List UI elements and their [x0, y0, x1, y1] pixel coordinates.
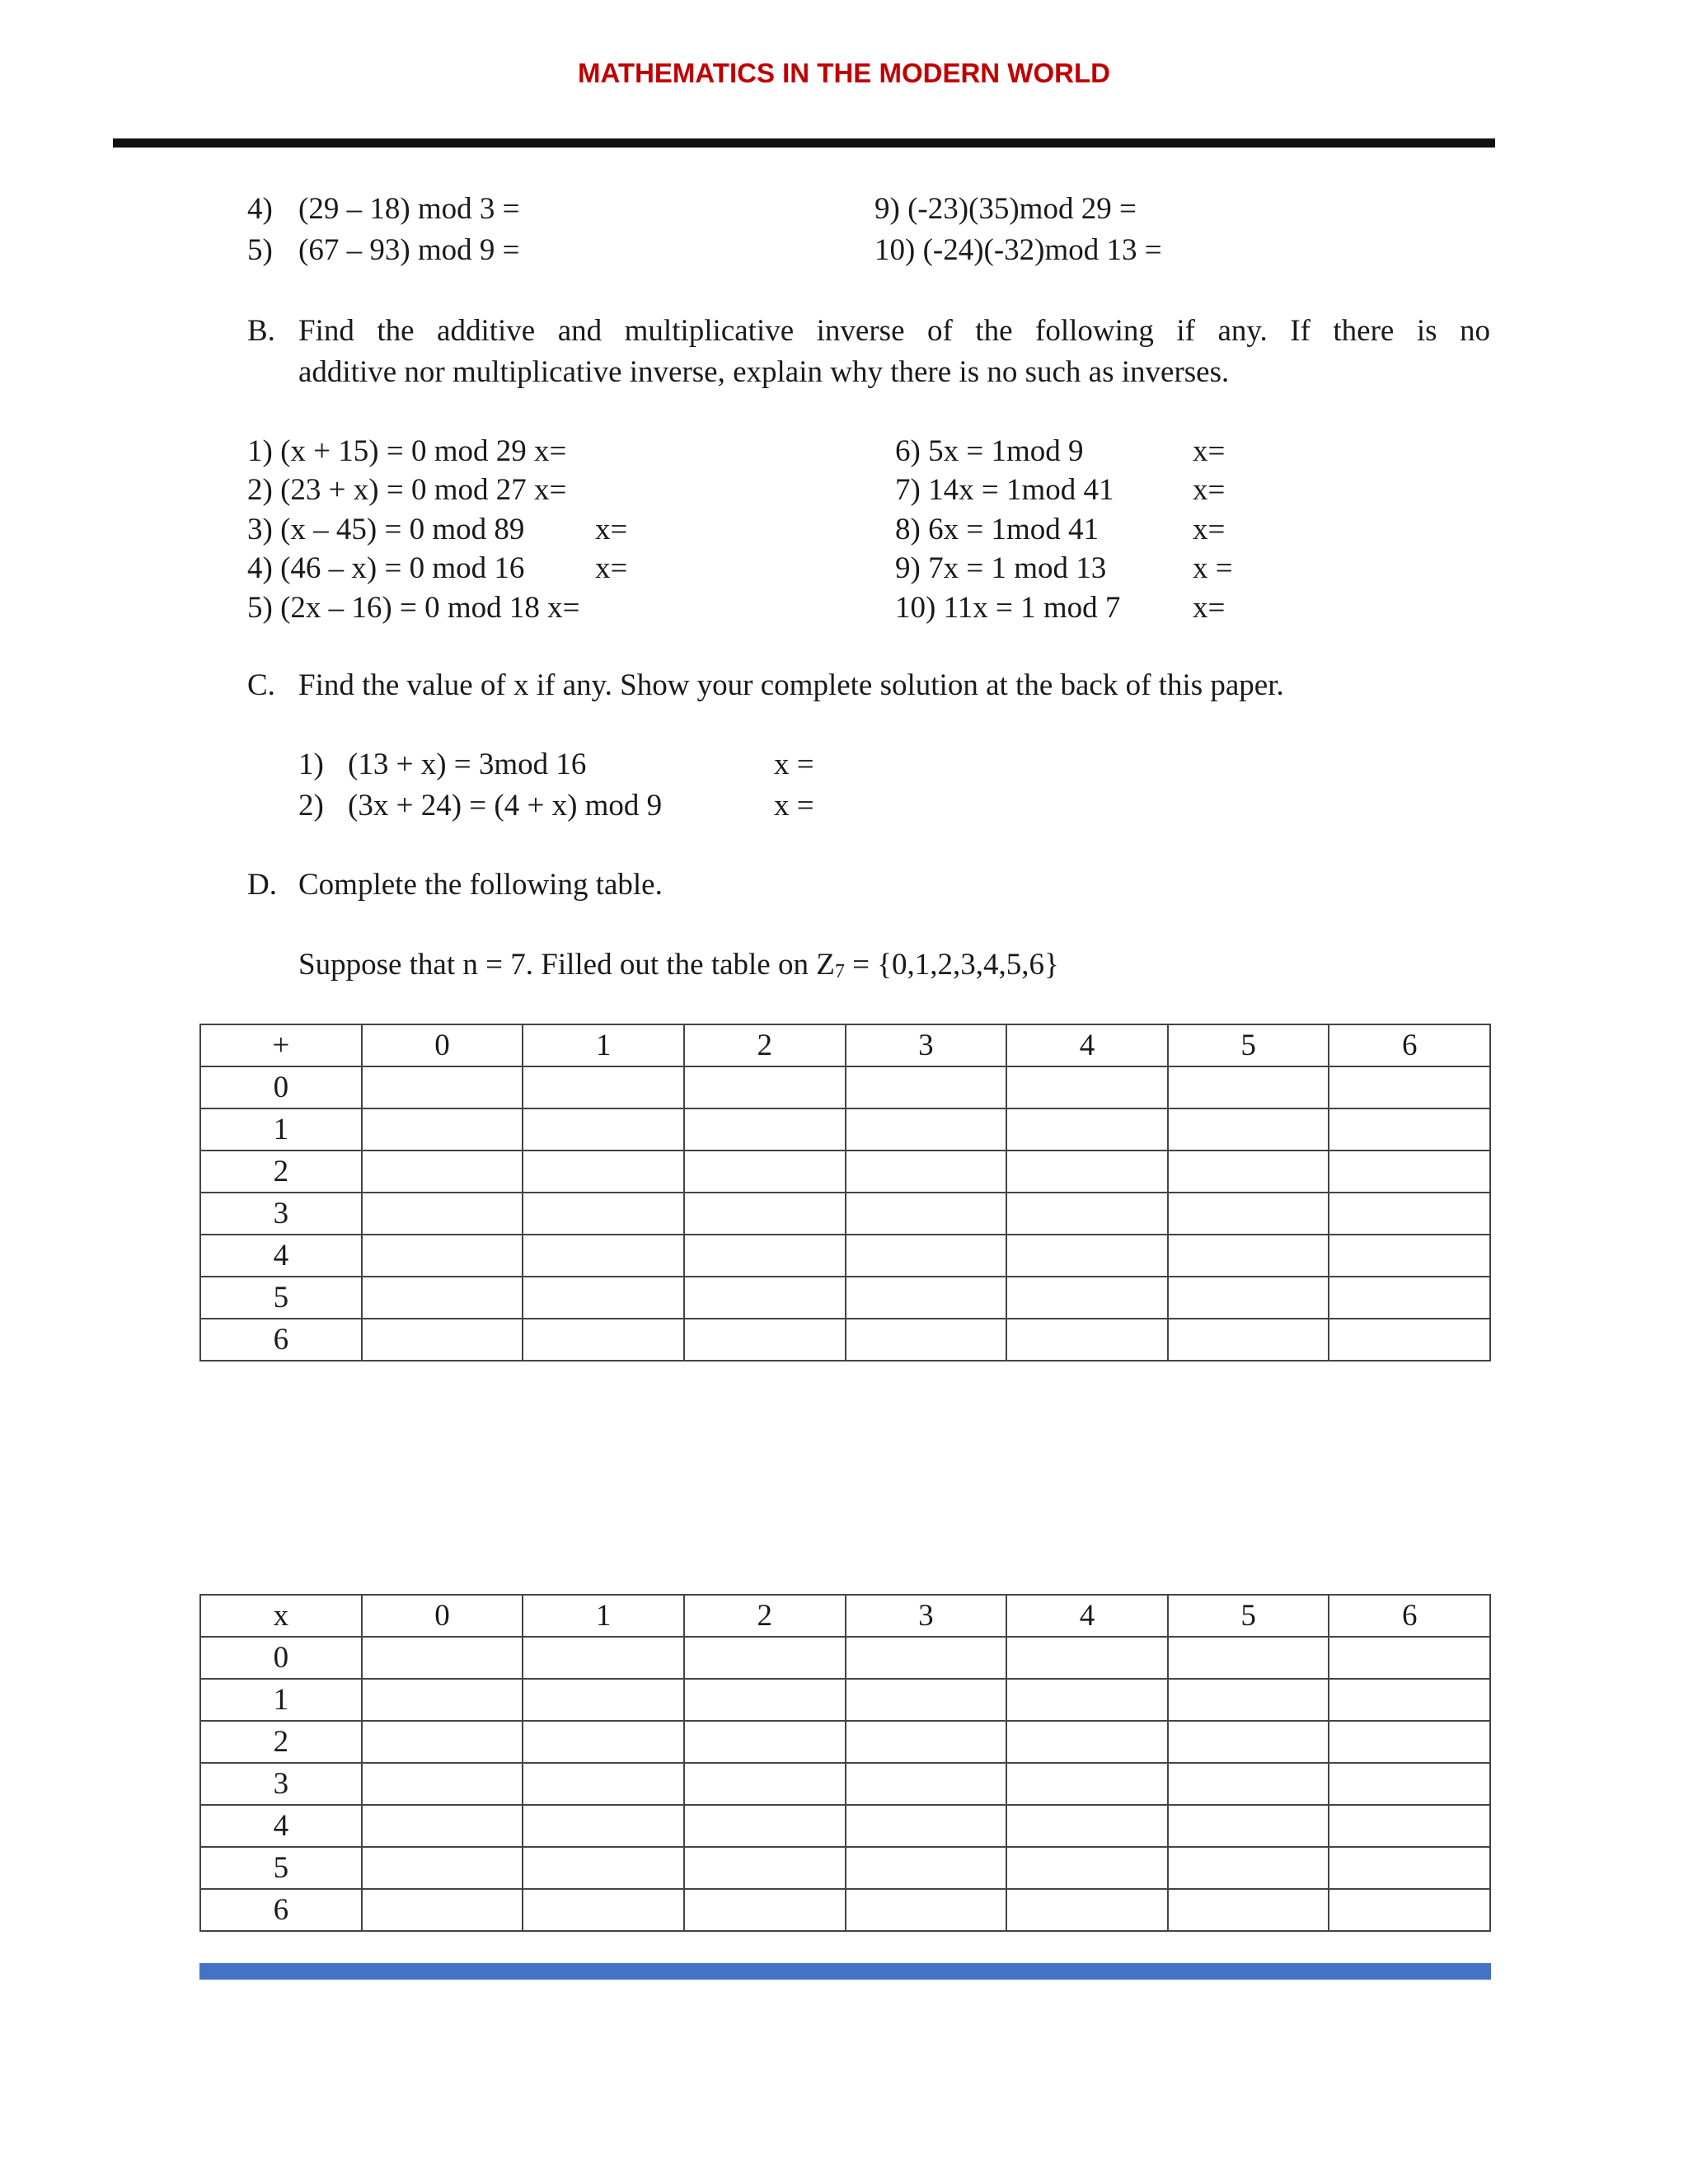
answer-cell[interactable]	[846, 1889, 1007, 1931]
column-header: 0	[362, 1595, 523, 1637]
answer-cell[interactable]	[846, 1193, 1007, 1235]
answer-cell[interactable]	[1329, 1319, 1490, 1361]
page-header-title: MATHEMATICS IN THE MODERN WORLD	[578, 58, 1110, 88]
table-row	[200, 1637, 1490, 1679]
addition-table	[199, 1024, 1491, 1361]
problem-a9: 9) (-23)(35)mod 29 =	[874, 192, 1137, 226]
header-rule	[113, 138, 1495, 148]
column-header: 2	[684, 1595, 846, 1637]
answer-cell[interactable]	[362, 1108, 523, 1151]
answer-cell[interactable]	[523, 1847, 684, 1889]
column-header: 6	[1329, 1024, 1490, 1066]
answer-cell[interactable]	[1329, 1721, 1490, 1763]
problem-expression: (13 + x) = 3mod 16	[348, 748, 587, 781]
table-row	[200, 1151, 1490, 1193]
problem-c2	[298, 786, 814, 826]
table-row	[200, 1679, 1490, 1721]
problem-number: 5)	[247, 233, 273, 267]
row-header: 1	[200, 1108, 362, 1151]
answer-cell[interactable]	[1006, 1637, 1168, 1679]
answer-cell[interactable]	[684, 1679, 846, 1721]
section-b-letter: B.	[247, 314, 275, 348]
answer-cell[interactable]	[1006, 1108, 1168, 1151]
operator-cell: +	[200, 1024, 362, 1066]
answer-cell[interactable]	[362, 1721, 523, 1763]
answer-cell[interactable]	[1168, 1108, 1329, 1151]
answer-cell[interactable]	[1329, 1235, 1490, 1277]
answer-cell[interactable]	[684, 1235, 846, 1277]
z7-statement-prefix: Suppose that n = 7. Filled out the table on Z	[298, 948, 835, 982]
answer-cell[interactable]	[1006, 1847, 1168, 1889]
answer-cell[interactable]	[1168, 1889, 1329, 1931]
answer-cell[interactable]	[846, 1847, 1007, 1889]
answer-cell[interactable]	[362, 1805, 523, 1847]
answer-cell[interactable]	[1168, 1319, 1329, 1361]
problem-number: 2)	[298, 789, 324, 823]
table-row	[200, 1805, 1490, 1847]
problem-expression: 3) (x – 45) = 0 mod 89	[247, 513, 525, 546]
column-header: 1	[523, 1595, 684, 1637]
answer-cell[interactable]	[1006, 1151, 1168, 1193]
problem-b7	[895, 471, 1226, 510]
table-row	[200, 1108, 1490, 1151]
answer-cell[interactable]	[846, 1066, 1007, 1108]
problem-b6	[895, 432, 1226, 471]
answer-label: x =	[774, 748, 814, 781]
answer-cell[interactable]	[684, 1277, 846, 1319]
answer-cell[interactable]	[1329, 1066, 1490, 1108]
problem-expression: 1) (x + 15) = 0 mod 29 x=	[247, 434, 567, 468]
column-header: 1	[523, 1024, 684, 1066]
problem-expression: 5) (2x – 16) = 0 mod 18 x=	[247, 591, 580, 625]
problem-b5	[247, 588, 579, 628]
answer-cell[interactable]	[1329, 1889, 1490, 1931]
answer-label: x=	[1193, 434, 1226, 468]
answer-cell[interactable]	[1329, 1277, 1490, 1319]
row-header: 0	[200, 1637, 362, 1679]
answer-cell[interactable]	[846, 1679, 1007, 1721]
answer-cell[interactable]	[846, 1319, 1007, 1361]
problem-b4	[247, 549, 628, 588]
problem-b1	[247, 432, 566, 471]
answer-cell[interactable]	[684, 1637, 846, 1679]
answer-cell[interactable]	[846, 1108, 1007, 1151]
answer-cell[interactable]	[362, 1151, 523, 1193]
row-header: 4	[200, 1235, 362, 1277]
answer-cell[interactable]	[1168, 1847, 1329, 1889]
answer-cell[interactable]	[1329, 1679, 1490, 1721]
answer-cell[interactable]	[1006, 1066, 1168, 1108]
answer-cell[interactable]	[1329, 1151, 1490, 1193]
answer-cell[interactable]	[1329, 1763, 1490, 1805]
table-row	[200, 1889, 1490, 1931]
answer-cell[interactable]	[684, 1805, 846, 1847]
row-header: 2	[200, 1151, 362, 1193]
answer-cell[interactable]	[1329, 1805, 1490, 1847]
answer-cell[interactable]	[523, 1721, 684, 1763]
answer-cell[interactable]	[846, 1235, 1007, 1277]
row-header: 6	[200, 1889, 362, 1931]
problem-expression: (67 – 93) mod 9 =	[298, 233, 520, 267]
answer-cell[interactable]	[1006, 1889, 1168, 1931]
answer-cell[interactable]	[1168, 1151, 1329, 1193]
section-b-instruction-line1: Find the additive and multiplicative inverse of the following if any. If there is no	[298, 314, 1490, 348]
column-header: 4	[1006, 1024, 1168, 1066]
row-header: 5	[200, 1847, 362, 1889]
problem-b9	[895, 549, 1233, 588]
answer-cell[interactable]	[362, 1319, 523, 1361]
answer-cell[interactable]	[1006, 1763, 1168, 1805]
answer-cell[interactable]	[684, 1889, 846, 1931]
column-header: 4	[1006, 1595, 1168, 1637]
answer-cell[interactable]	[523, 1151, 684, 1193]
answer-label: x =	[1193, 551, 1233, 585]
answer-cell[interactable]	[523, 1066, 684, 1108]
table-row	[200, 1193, 1490, 1235]
answer-cell[interactable]	[1168, 1277, 1329, 1319]
row-header: 0	[200, 1066, 362, 1108]
column-header: 3	[846, 1024, 1007, 1066]
answer-cell[interactable]	[684, 1193, 846, 1235]
answer-cell[interactable]	[1006, 1679, 1168, 1721]
operator-cell: x	[200, 1595, 362, 1637]
problem-b10	[895, 588, 1226, 628]
answer-cell[interactable]	[1168, 1637, 1329, 1679]
problem-expression: 4) (46 – x) = 0 mod 16	[247, 551, 525, 585]
problem-b3	[247, 510, 628, 550]
answer-cell[interactable]	[362, 1235, 523, 1277]
table-row	[200, 1847, 1490, 1889]
table-row	[200, 1235, 1490, 1277]
z7-statement-suffix: = {0,1,2,3,4,5,6}	[844, 948, 1059, 982]
answer-cell[interactable]	[1168, 1721, 1329, 1763]
column-header: 5	[1168, 1595, 1329, 1637]
problem-expression: 9) 7x = 1 mod 13	[895, 551, 1107, 585]
answer-cell[interactable]	[523, 1235, 684, 1277]
answer-cell[interactable]	[523, 1679, 684, 1721]
problem-expression: (3x + 24) = (4 + x) mod 9	[348, 789, 663, 823]
answer-cell[interactable]	[1329, 1637, 1490, 1679]
answer-cell[interactable]	[846, 1637, 1007, 1679]
answer-cell[interactable]	[362, 1277, 523, 1319]
section-d-letter: D.	[247, 868, 277, 902]
column-header: 3	[846, 1595, 1007, 1637]
answer-cell[interactable]	[1006, 1277, 1168, 1319]
answer-cell[interactable]	[684, 1066, 846, 1108]
answer-cell[interactable]	[523, 1637, 684, 1679]
section-c-letter: C.	[247, 668, 275, 702]
answer-cell[interactable]	[1168, 1066, 1329, 1108]
answer-cell[interactable]	[523, 1108, 684, 1151]
problem-a5	[247, 231, 520, 270]
answer-cell[interactable]	[684, 1108, 846, 1151]
answer-cell[interactable]	[523, 1889, 684, 1931]
answer-cell[interactable]	[846, 1277, 1007, 1319]
column-header: 0	[362, 1024, 523, 1066]
table-header-row	[200, 1595, 1490, 1637]
problem-c1	[298, 745, 814, 785]
table-row	[200, 1763, 1490, 1805]
answer-cell[interactable]	[523, 1763, 684, 1805]
answer-label: x =	[774, 789, 814, 823]
answer-cell[interactable]	[523, 1319, 684, 1361]
section-b-instruction-line2: additive nor multiplicative inverse, explain why there is no such as inverses.	[298, 355, 1230, 389]
problem-expression: 7) 14x = 1mod 41	[895, 473, 1114, 507]
row-header: 2	[200, 1721, 362, 1763]
answer-cell[interactable]	[684, 1151, 846, 1193]
table-header-row	[200, 1024, 1490, 1066]
answer-label: x=	[1193, 591, 1226, 625]
answer-label: x=	[1193, 473, 1226, 507]
answer-cell[interactable]	[846, 1151, 1007, 1193]
answer-cell[interactable]	[1168, 1679, 1329, 1721]
problem-b2	[247, 471, 566, 510]
multiplication-table	[199, 1594, 1491, 1932]
answer-cell[interactable]	[1329, 1193, 1490, 1235]
table-row	[200, 1066, 1490, 1108]
answer-cell[interactable]	[1006, 1235, 1168, 1277]
row-header: 3	[200, 1763, 362, 1805]
section-d-instruction: Complete the following table.	[298, 868, 663, 902]
column-header: 2	[684, 1024, 846, 1066]
problem-number: 4)	[247, 192, 273, 226]
answer-cell[interactable]	[362, 1637, 523, 1679]
problem-b8	[895, 510, 1226, 550]
footer-bar	[199, 1963, 1491, 1980]
answer-cell[interactable]	[684, 1763, 846, 1805]
answer-cell[interactable]	[684, 1721, 846, 1763]
answer-cell[interactable]	[846, 1763, 1007, 1805]
answer-cell[interactable]	[1168, 1763, 1329, 1805]
row-header: 5	[200, 1277, 362, 1319]
column-header: 6	[1329, 1595, 1490, 1637]
answer-label: x=	[595, 551, 628, 585]
z7-statement	[298, 945, 1059, 991]
answer-cell[interactable]	[1168, 1805, 1329, 1847]
answer-cell[interactable]	[362, 1193, 523, 1235]
answer-cell[interactable]	[523, 1277, 684, 1319]
answer-cell[interactable]	[1168, 1193, 1329, 1235]
answer-cell[interactable]	[362, 1889, 523, 1931]
answer-cell[interactable]	[846, 1721, 1007, 1763]
answer-cell[interactable]	[362, 1847, 523, 1889]
answer-label: x=	[595, 513, 628, 546]
row-header: 4	[200, 1805, 362, 1847]
problem-expression: 8) 6x = 1mod 41	[895, 513, 1099, 546]
problem-expression: 10) 11x = 1 mod 7	[895, 591, 1121, 625]
answer-cell[interactable]	[1006, 1193, 1168, 1235]
answer-cell[interactable]	[684, 1847, 846, 1889]
problem-expression: 6) 5x = 1mod 9	[895, 434, 1084, 468]
problem-a10: 10) (-24)(-32)mod 13 =	[874, 233, 1162, 267]
problem-number: 1)	[298, 748, 324, 781]
answer-cell[interactable]	[1168, 1235, 1329, 1277]
answer-cell[interactable]	[523, 1193, 684, 1235]
answer-cell[interactable]	[1006, 1319, 1168, 1361]
table-row	[200, 1319, 1490, 1361]
table-row	[200, 1277, 1490, 1319]
row-header: 6	[200, 1319, 362, 1361]
problem-expression: 2) (23 + x) = 0 mod 27 x=	[247, 473, 567, 507]
answer-cell[interactable]	[523, 1805, 684, 1847]
answer-cell[interactable]	[362, 1679, 523, 1721]
answer-cell[interactable]	[1006, 1805, 1168, 1847]
answer-cell[interactable]	[1329, 1108, 1490, 1151]
column-header: 5	[1168, 1024, 1329, 1066]
z7-subscript: 7	[834, 961, 845, 982]
answer-cell[interactable]	[362, 1066, 523, 1108]
table-row	[200, 1721, 1490, 1763]
row-header: 1	[200, 1679, 362, 1721]
answer-cell[interactable]	[362, 1763, 523, 1805]
problem-expression: (29 – 18) mod 3 =	[298, 192, 520, 226]
row-header: 3	[200, 1193, 362, 1235]
answer-label: x=	[1193, 513, 1226, 546]
answer-cell[interactable]	[846, 1805, 1007, 1847]
answer-cell[interactable]	[1006, 1721, 1168, 1763]
section-c-instruction: Find the value of x if any. Show your complete solution at the back of this paper.	[298, 668, 1284, 702]
answer-cell[interactable]	[684, 1319, 846, 1361]
problem-a4	[247, 190, 520, 229]
answer-cell[interactable]	[1329, 1847, 1490, 1889]
